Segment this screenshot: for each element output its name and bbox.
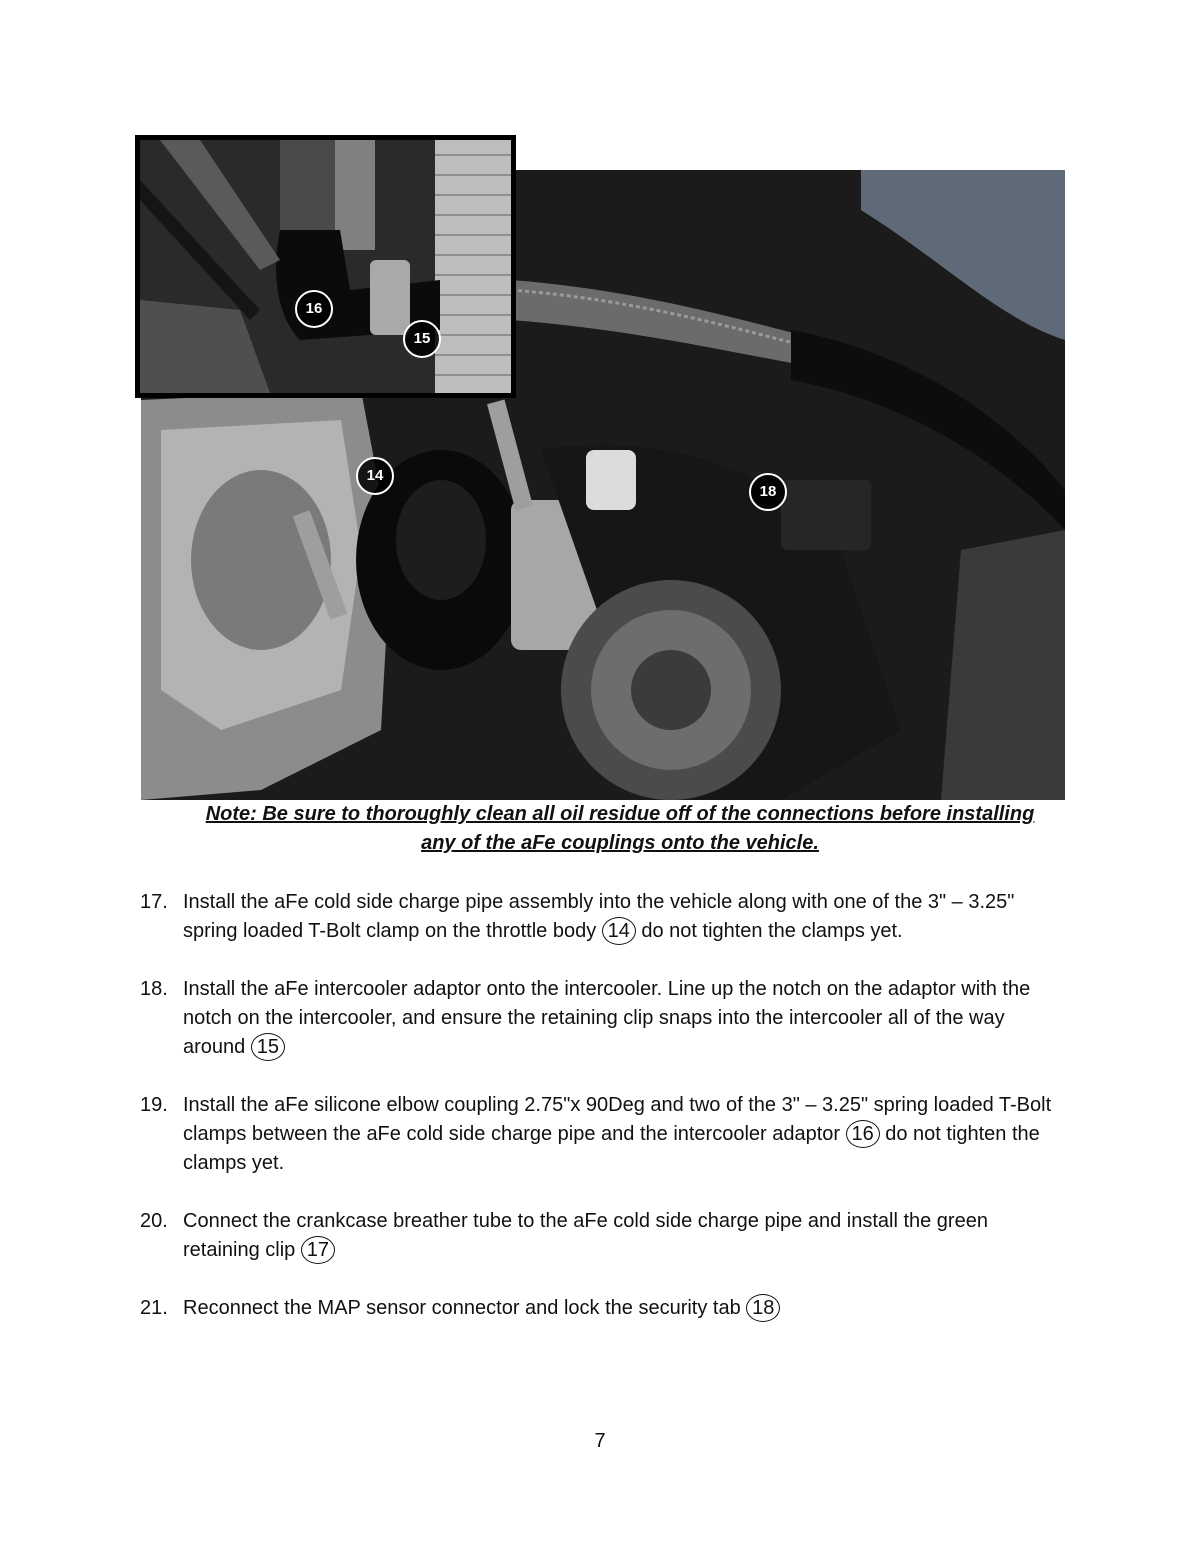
- step-text: Install the aFe cold side charge pipe assembly into the vehicle along with one of the 3" – 3.25" spring loaded T-Bolt clamp on the throttle body: [183, 891, 1015, 942]
- step-reference: 16: [846, 1120, 880, 1148]
- step-reference: 15: [251, 1033, 285, 1061]
- step-18: [140, 975, 1060, 1062]
- inset-photo-illustration: [140, 140, 511, 393]
- step-text: Reconnect the MAP sensor connector and lock the security tab: [183, 1297, 741, 1319]
- note-line-2: any of the aFe couplings onto the vehicle.: [421, 832, 819, 854]
- step-reference: 17: [301, 1236, 335, 1264]
- step-reference: 14: [602, 917, 636, 945]
- step-20: [140, 1207, 1060, 1265]
- callout-14: 14: [356, 457, 394, 495]
- step-text: Install the aFe silicone elbow coupling 2.75"x 90Deg and two of the 3" – 3.25" spring loaded T-Bolt clamps between the aFe cold side charge pipe and the intercooler adaptor: [183, 1094, 1052, 1145]
- step-text-after: do not tighten the clamps yet.: [641, 920, 903, 942]
- callout-15: 15: [403, 320, 441, 358]
- callout-18: 18: [749, 473, 787, 511]
- step-19: [140, 1091, 1060, 1178]
- step-reference: 18: [746, 1294, 780, 1322]
- step-number: 20.: [140, 1210, 168, 1232]
- step-number: 21.: [140, 1297, 168, 1319]
- page-number: 7: [594, 1430, 606, 1452]
- step-number: 19.: [140, 1094, 168, 1116]
- step-17: [140, 888, 1060, 946]
- step-list: [140, 888, 1060, 1352]
- note-text: [150, 800, 1090, 858]
- inset-photo: [135, 135, 516, 398]
- step-text-after: do not tighten the clamps yet.: [183, 1123, 1040, 1174]
- step-number: 18.: [140, 978, 168, 1000]
- step-text: Connect the crankcase breather tube to the aFe cold side charge pipe and install the green retaining clip: [183, 1210, 988, 1261]
- step-21: [140, 1294, 1060, 1323]
- callout-16: 16: [295, 290, 333, 328]
- note-line-1: Note: Be sure to thoroughly clean all oil residue off of the connections before installing: [205, 803, 1035, 825]
- step-text: Install the aFe intercooler adaptor onto the intercooler. Line up the notch on the adaptor with the notch on the intercooler, and ensure the retaining clip snaps into the intercooler all of the way around: [183, 978, 1031, 1058]
- step-number: 17.: [140, 891, 168, 913]
